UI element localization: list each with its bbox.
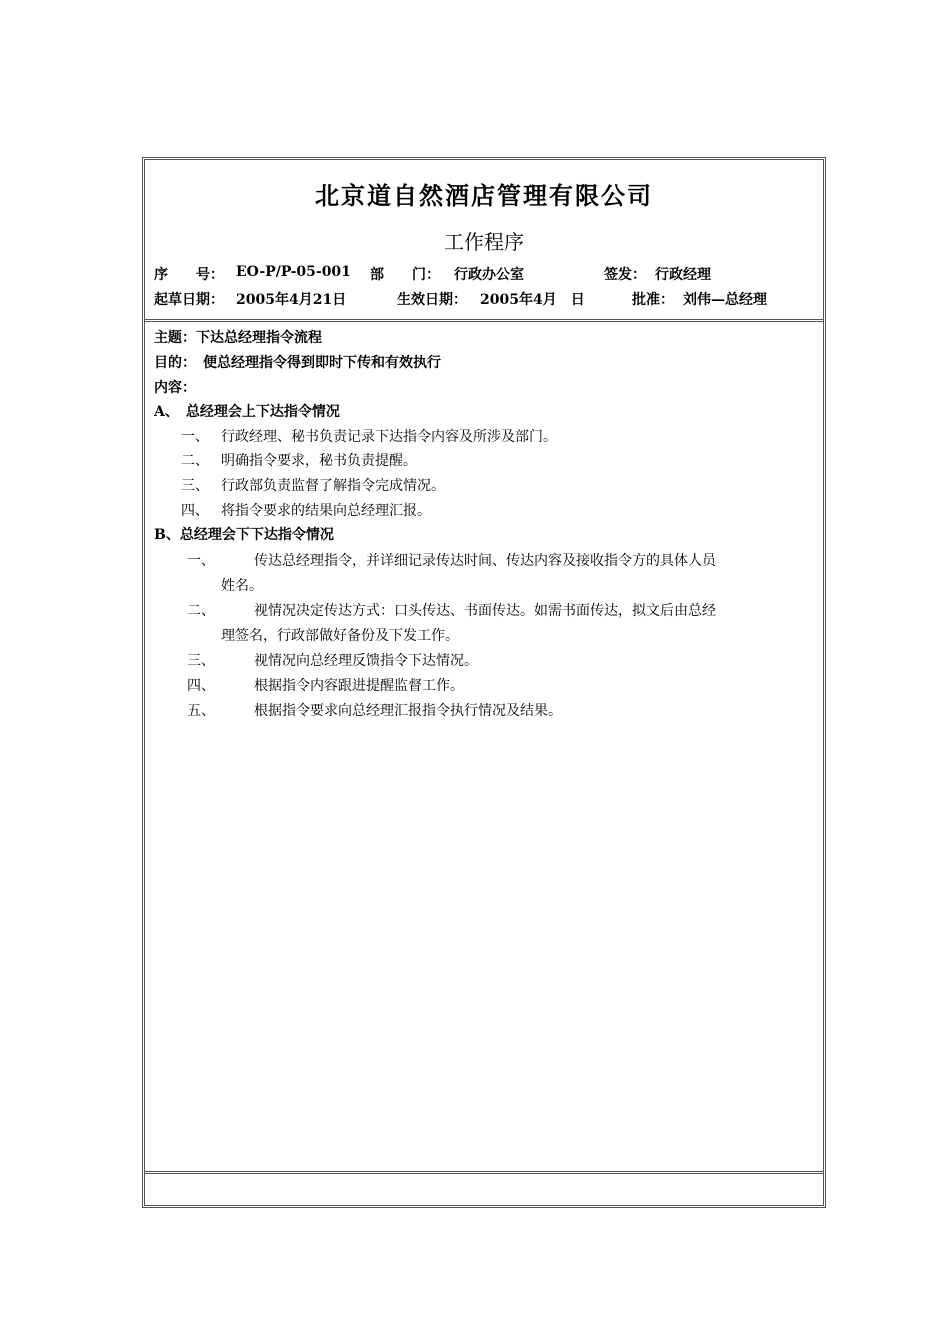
- list-item-number: 一、: [187, 553, 215, 569]
- draft-label: 起草日期：: [154, 292, 224, 308]
- list-item-continuation: 姓名。: [221, 578, 263, 594]
- approve-label: 批准：: [632, 292, 674, 308]
- section-b-title: B、总经理会下下达指令情况: [154, 527, 334, 543]
- list-item-text: 行政经理、秘书负责记录下达指令内容及所涉及部门。: [221, 429, 557, 445]
- issue-value: 行政经理: [655, 267, 711, 283]
- purpose-line: 目的： 便总经理指令得到即时下传和有效执行: [154, 355, 441, 371]
- document-type: 工作程序: [444, 230, 524, 254]
- draft-value: 2005年4月21日: [236, 292, 347, 308]
- list-item-number: 四、: [187, 678, 215, 694]
- effective-label: 生效日期：: [397, 292, 467, 308]
- list-item-text: 将指令要求的结果向总经理汇报。: [221, 503, 431, 519]
- list-item-text: 行政部负责监督了解指令完成情况。: [221, 478, 445, 494]
- company-name: 北京道自然酒店管理有限公司: [315, 182, 653, 210]
- list-item-text: 视情况向总经理反馈指令下达情况。: [254, 653, 478, 669]
- list-item-number: 一、: [181, 429, 209, 445]
- list-item-number: 三、: [187, 653, 215, 669]
- list-item-number: 二、: [181, 453, 209, 469]
- list-item-number: 四、: [181, 503, 209, 519]
- serial-label: 序 号：: [154, 267, 224, 283]
- list-item-text: 根据指令要求向总经理汇报指令执行情况及结果。: [254, 703, 562, 719]
- list-item-number: 五、: [187, 703, 215, 719]
- document-header: [145, 160, 823, 322]
- list-item-number: 二、: [187, 603, 215, 619]
- approve-value: 刘伟—总经理: [683, 292, 767, 308]
- list-item-text: 视情况决定传达方式：口头传达、书面传达。如需书面传达，拟文后由总经: [254, 603, 716, 619]
- content-label: 内容：: [154, 380, 196, 396]
- list-item-continuation: 理签名，行政部做好备份及下发工作。: [221, 628, 459, 644]
- dept-value: 行政办公室: [454, 267, 524, 283]
- document-body: [145, 322, 823, 1174]
- subject-line: 主题：下达总经理指令流程: [154, 330, 322, 346]
- serial-value: EO-P/P-05-001: [236, 264, 351, 280]
- document-frame: [142, 157, 826, 1208]
- issue-label: 签发：: [604, 267, 646, 283]
- effective-value: 2005年4月 日: [480, 292, 585, 308]
- dept-label: 部 门：: [370, 267, 440, 283]
- list-item-text: 传达总经理指令，并详细记录传达时间、传达内容及接收指令方的具体人员: [254, 553, 716, 569]
- list-item-number: 三、: [181, 478, 209, 494]
- section-a-title: A、 总经理会上下达指令情况: [154, 404, 340, 420]
- list-item-text: 明确指令要求，秘书负责提醒。: [221, 453, 417, 469]
- list-item-text: 根据指令内容跟进提醒监督工作。: [254, 678, 464, 694]
